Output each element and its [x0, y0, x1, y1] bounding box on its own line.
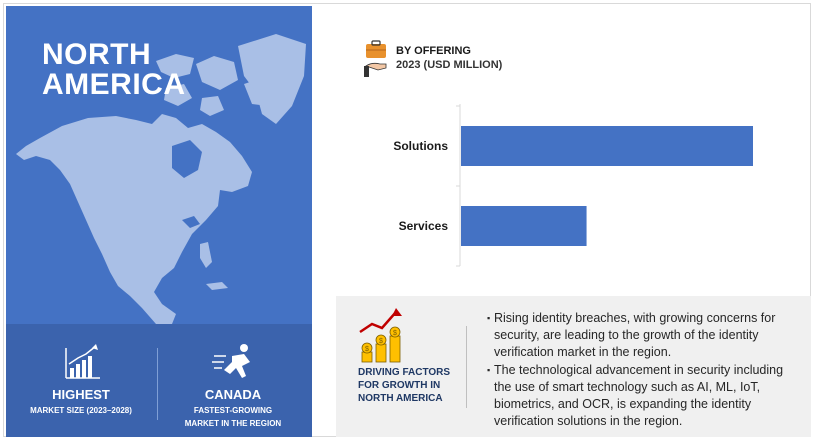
- stats-bar: [6, 324, 312, 437]
- offering-bar-chart: [340, 100, 800, 270]
- drivers-divider: [466, 326, 467, 408]
- region-title-line2: AMERICA: [42, 68, 186, 101]
- bar-services: [461, 206, 587, 246]
- driving-factors-box: [336, 296, 811, 437]
- stat-headline: HIGHEST: [52, 387, 110, 402]
- region-title: [42, 40, 186, 100]
- category-label: Services: [398, 219, 448, 233]
- money-growth-icon: [356, 304, 412, 364]
- offering-title: BY OFFERING: [396, 45, 471, 57]
- stat-highest: [6, 324, 156, 437]
- svg-text:$: $: [379, 338, 383, 345]
- stat-headline: CANADA: [204, 387, 262, 402]
- running-figure-icon: [158, 342, 308, 380]
- driver-point: ▪ The technological advancement in security including the use of smart technology such as AI, ML, IoT, biometrics, and OCR, is expanding the identity verification solutions in the region.: [488, 362, 800, 430]
- driver-point: ▪ Rising identity breaches, with growing concerns for security, are leading to the growth of the identity verification market in the region.: [488, 310, 800, 361]
- stat-subtext: MARKET SIZE (2023–2028): [30, 406, 132, 415]
- drivers-title: DRIVING FACTORS FOR GROWTH IN NORTH AMERICA: [358, 367, 451, 404]
- bar-solutions: [461, 126, 753, 166]
- drivers-list: [488, 310, 800, 431]
- stat-subtext: FASTEST-GROWING MARKET IN THE REGION: [184, 406, 282, 428]
- offering-subtitle: 2023 (USD MILLION): [396, 59, 503, 71]
- offering-label: [396, 44, 502, 72]
- svg-text:$: $: [393, 330, 397, 337]
- region-panel: [6, 6, 312, 437]
- offering-hand-icon: [362, 40, 390, 78]
- region-title-line1: NORTH: [42, 38, 152, 71]
- svg-text:$: $: [365, 346, 369, 353]
- stat-fastest: [158, 324, 308, 437]
- category-label: Solutions: [393, 139, 448, 153]
- growth-chart-icon: [6, 342, 156, 380]
